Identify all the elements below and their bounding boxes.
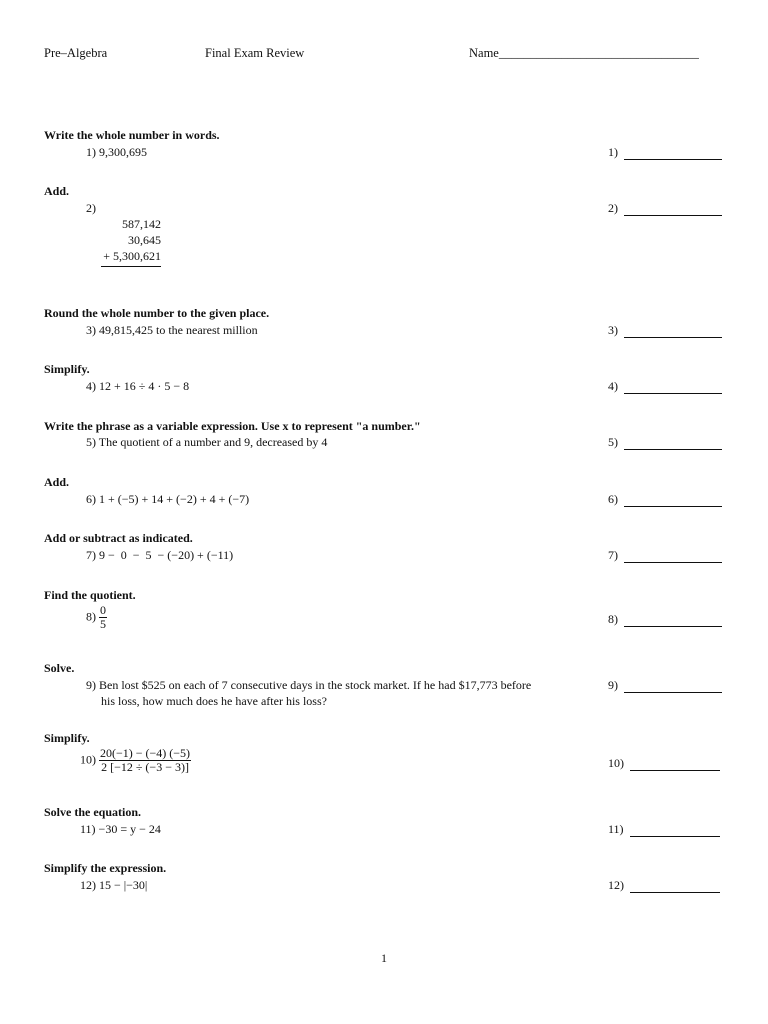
instruction-1: Write the whole number in words. — [44, 128, 220, 142]
answer-line-8[interactable] — [624, 626, 722, 627]
problem-6: 6) 1 + (−5) + 14 + (−2) + 4 + (−7) — [86, 492, 250, 506]
addend-1: 587,142 — [122, 217, 161, 231]
answer-label-9: 9) — [608, 678, 618, 692]
problem-1: 1) 9,300,695 — [86, 145, 147, 159]
instruction-5: Write the phrase as a variable expression. Use x to represent "a number." — [44, 419, 421, 433]
denominator-10: 2 [−12 ÷ (−3 − 3)] — [101, 760, 189, 774]
denominator-8: 5 — [100, 617, 106, 631]
problem-10-label: 10) — [80, 752, 96, 767]
answer-blank-11[interactable] — [608, 821, 720, 837]
fraction-10 — [99, 747, 191, 774]
name-field[interactable]: Name________________________________ — [469, 46, 699, 60]
answer-blank-2[interactable] — [608, 200, 722, 216]
numerator-8: 0 — [100, 603, 106, 617]
problem-8-label: 8) — [86, 609, 96, 624]
answer-label-2: 2) — [608, 201, 618, 215]
answer-blank-4[interactable] — [608, 378, 722, 394]
problem-3: 3) 49,815,425 to the nearest million — [86, 323, 258, 337]
answer-line-7[interactable] — [624, 562, 722, 563]
instruction-8: Find the quotient. — [44, 588, 136, 602]
answer-line-4[interactable] — [624, 393, 722, 394]
answer-line-12[interactable] — [630, 892, 720, 893]
answer-line-6[interactable] — [624, 506, 722, 507]
instruction-4: Simplify. — [44, 362, 90, 376]
problem-10 — [80, 747, 191, 774]
numerator-10: 20(−1) − (−4) (−5) — [100, 746, 191, 760]
instruction-12: Simplify the expression. — [44, 861, 167, 875]
answer-label-3: 3) — [608, 323, 618, 337]
answer-line-9[interactable] — [624, 692, 722, 693]
instruction-7: Add or subtract as indicated. — [44, 531, 193, 545]
problem-12: 12) 15 − |−30| — [80, 878, 148, 892]
answer-label-1: 1) — [608, 145, 618, 159]
answer-blank-5[interactable] — [608, 434, 722, 450]
answer-line-10[interactable] — [630, 770, 720, 771]
answer-label-10: 10) — [608, 756, 624, 770]
instruction-9: Solve. — [44, 661, 75, 675]
answer-blank-6[interactable] — [608, 491, 722, 507]
answer-label-5: 5) — [608, 435, 618, 449]
answer-label-7: 7) — [608, 548, 618, 562]
answer-line-2[interactable] — [624, 215, 722, 216]
answer-blank-10[interactable] — [608, 755, 720, 771]
problem-5: 5) The quotient of a number and 9, decreased by 4 — [86, 435, 328, 449]
page-number: 1 — [381, 951, 387, 965]
answer-label-11: 11) — [608, 822, 624, 836]
addend-2: 30,645 — [128, 233, 161, 247]
answer-blank-3[interactable] — [608, 322, 722, 338]
addend-3: + 5,300,621 — [103, 249, 161, 263]
answer-blank-9[interactable] — [608, 677, 722, 693]
problem-4: 4) 12 + 16 ÷ 4 · 5 − 8 — [86, 379, 190, 393]
problem-2: 2) — [86, 201, 96, 215]
answer-blank-8[interactable] — [608, 611, 722, 627]
course-name: Pre–Algebra — [44, 46, 108, 60]
answer-blank-12[interactable] — [608, 877, 720, 893]
instruction-10: Simplify. — [44, 731, 90, 745]
problem-9-line-2: his loss, how much does he have after his loss? — [101, 694, 327, 708]
problem-8 — [86, 604, 107, 631]
answer-line-5[interactable] — [624, 449, 722, 450]
problem-7: 7) 9 − 0 − 5 − (−20) + (−11) — [86, 548, 234, 562]
instruction-2: Add. — [44, 184, 70, 198]
answer-label-12: 12) — [608, 878, 624, 892]
answer-label-4: 4) — [608, 379, 618, 393]
answer-label-6: 6) — [608, 492, 618, 506]
answer-line-3[interactable] — [624, 337, 722, 338]
answer-blank-7[interactable] — [608, 547, 722, 563]
answer-line-1[interactable] — [624, 159, 722, 160]
answer-line-11[interactable] — [630, 836, 720, 837]
answer-blank-1[interactable] — [608, 144, 722, 160]
fraction-8 — [99, 604, 107, 631]
sum-line — [101, 266, 161, 267]
instruction-11: Solve the equation. — [44, 805, 142, 819]
instruction-6: Add. — [44, 475, 70, 489]
page-title: Final Exam Review — [205, 46, 305, 60]
problem-9-line-1: 9) Ben lost $525 on each of 7 consecutive days in the stock market. If he had $17,773 before — [86, 678, 532, 692]
instruction-3: Round the whole number to the given place. — [44, 306, 270, 320]
problem-11: 11) −30 = y − 24 — [80, 822, 161, 836]
answer-label-8: 8) — [608, 612, 618, 626]
